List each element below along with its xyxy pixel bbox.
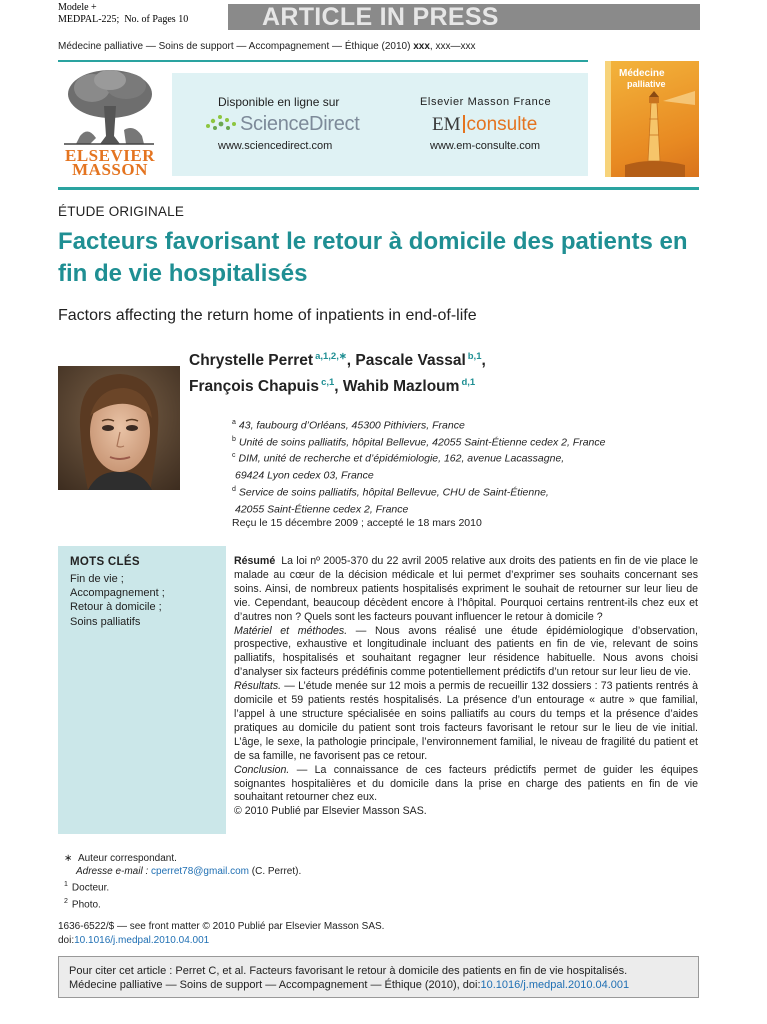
- affiliation-item: $^a$ 43, faubourg d’Orléans, 45300 Pithiviers, France: [232, 419, 465, 432]
- affiliation-item: 69424 Lyon cedex 03, France: [235, 469, 374, 482]
- footnote-1: $^1$ Docteur.: [64, 881, 110, 894]
- journal-citation-line: Médecine palliative — Soins de support — Accompagnement — Éthique (2010) xxx, xxx—xxx: [58, 41, 476, 52]
- keyword-item: Fin de vie ;: [70, 573, 124, 585]
- article-in-press-label: ARTICLE IN PRESS: [262, 3, 499, 31]
- cover-title: Médecine palliative: [619, 68, 666, 89]
- author-list: Chrystelle Perret $^{a,1,2,∗}$, Pascale Vassal $^{b,1}$, François Chapuis $^{c,1}$, Wahib Mazloum $^{d,1}$: [189, 351, 486, 396]
- affiliation-item: $^c$ DIM, unité de recherche et d’épidémiologie, 162, avenue Lacassagne,: [232, 452, 565, 465]
- corresponding-author-note: ∗ Auteur correspondant.: [64, 853, 177, 864]
- em-publisher-label: Elsevier Masson France: [420, 96, 552, 108]
- author-affiliation-marks[interactable]: d,1: [461, 377, 476, 389]
- footnote-2: $^2$ Photo.: [64, 897, 101, 911]
- author-affiliation-marks[interactable]: c,1: [321, 377, 335, 389]
- online-availability-label: Disponible en ligne sur: [218, 95, 340, 109]
- abstract-copyright: © 2010 Publié par Elsevier Masson SAS.: [234, 805, 427, 818]
- affiliation-item: $^b$ Unité de soins palliatifs, hôpital Bellevue, 42055 Saint-Étienne cedex 2, France: [232, 435, 606, 449]
- author-name: François Chapuis: [189, 378, 320, 396]
- article-subtitle: Factors affecting the return home of inpatients in end-of-life: [58, 307, 477, 324]
- article-ref: MEDPAL-225;: [58, 14, 120, 25]
- citation-doi-link[interactable]: 10.1016/j.medpal.2010.04.001: [480, 978, 630, 991]
- affiliation-list: [232, 416, 702, 516]
- elsevier-masson-wordmark: ELSEVIER MASSON: [65, 146, 155, 179]
- modele-label: Modele +: [58, 2, 97, 13]
- keyword-item: Soins palliatifs: [70, 615, 141, 628]
- citation-box: [58, 956, 699, 998]
- abstract-resume: Résumé La loi nº 2005-370 du 22 avril 2005 relative aux droits des patients en fin de vie place le malade au cœur de la décision médicale et lui permet d’exprimer ses souhaits concernant ses soins. Ainsi, de nombreux patients hospitalisés expriment le souhait de retourner sur leur lieu de vie. Cependant, beaucoup décèdent encore à l’hôpital. Pourquoi certains rentrent-ils chez eux et d’autres non ? Quels sont les facteurs pouvant influencer le retour à domicile ?: [234, 555, 698, 623]
- main-divider: [58, 187, 699, 190]
- abstract-results: Résultats. — L’étude menée sur 12 mois a permis de recueillir 132 dossiers : 73 patients rentrés à domicile et 59 patients restés hospitalisés. La présence d’un entourage « autre » que familial, l’appel à une structure spécialisée en soins palliatifs au cours du temps et la présence d’aides pratiques au domicile du patient sont trois facteurs favorisant le retour sur le lieu de vie initial. L’âge, le sexe, la pathologie principale, l’environnement familial, le niveau de fragilité du patient et de sa famille, ne favorisent pas ce retour.: [234, 680, 698, 762]
- keywords-title: MOTS CLÉS: [70, 556, 140, 568]
- author-email-link[interactable]: cperret78@gmail.com: [151, 866, 249, 878]
- citation-line-1: Pour citer cet article : Perret C, et al. Facteurs favorisant le retour à domicile des patients en fin de vie hospitalisés.: [69, 965, 628, 977]
- journal-cover: [605, 61, 699, 177]
- em-consulte-link[interactable]: www.em-consulte.com: [430, 140, 541, 152]
- citation-line-2: Médecine palliative — Soins de support — Accompagnement — Éthique (2010), doi:10.1016/j.medpal.2010.04.001: [69, 978, 630, 991]
- article-in-press-banner: [228, 4, 700, 30]
- section-label: ÉTUDE ORIGINALE: [58, 204, 185, 219]
- keywords-list: [70, 572, 165, 629]
- elsevier-tree-logo: [60, 66, 158, 146]
- sciencedirect-link[interactable]: www.sciencedirect.com: [218, 140, 333, 152]
- keyword-item: Retour à domicile ;: [70, 601, 162, 614]
- issn-info: 1636-6522/$ — see front matter © 2010 Publié par Elsevier Masson SAS. doi:10.1016/j.medpal.2010.04.001: [58, 921, 385, 946]
- keyword-item: Accompagnement ;: [70, 587, 165, 600]
- author-name: Wahib Mazloum: [342, 378, 460, 396]
- abstract-methods: Matériel et méthodes. — Nous avons réalisé une étude épidémiologique d’observation, prospective, exhaustive et longitudinale incluant des patients en fin de vie, relevant de soins palliatifs, hospitalisés et souhaitant regagner leur résidence habituelle. Nous avons choisi d’analyser six facteurs prédéfinis comme potentiellement prédictifs d’un retour sur leur lieu de vie.: [234, 624, 698, 679]
- footnotes: [64, 852, 301, 911]
- received-dates: Reçu le 15 décembre 2009 ; accepté le 18 mars 2010: [232, 517, 482, 529]
- abstract-conclusion: Conclusion. — La connaissance de ces facteurs prédictifs permet de guider les équipes soignantes hospitalières et du domicile dans la prise en charge des patients en fin de vie souhaitant retourner chez eux.: [234, 763, 698, 804]
- author-portrait: [58, 366, 180, 490]
- doi-link[interactable]: 10.1016/j.medpal.2010.04.001: [74, 934, 210, 946]
- header-divider: [58, 60, 588, 62]
- em-consulte-logo: EM consulte: [432, 114, 538, 135]
- author-name: Pascale Vassal: [355, 352, 466, 370]
- author-affiliation-marks[interactable]: b,1: [467, 351, 482, 362]
- sciencedirect-leaf-icon: [204, 112, 240, 134]
- author-name: Chrystelle Perret: [189, 352, 314, 370]
- sciencedirect-wordmark: ScienceDirect: [240, 113, 360, 135]
- email-note: Adresse e-mail : cperret78@gmail.com (C. Perret).: [76, 866, 302, 878]
- page-count: No. of Pages 10: [124, 14, 189, 25]
- journal-pages: xxx—xxx: [435, 41, 476, 52]
- affiliation-item: 42055 Saint-Étienne cedex 2, France: [235, 503, 409, 516]
- abstract: [234, 555, 698, 819]
- article-title: Facteurs favorisant le retour à domicile des patients en fin de vie hospitalisés: [58, 228, 688, 287]
- journal-volume: xxx: [413, 41, 430, 52]
- author-affiliation-marks[interactable]: a,1,2,∗: [315, 351, 347, 362]
- proof-banner-info: [58, 2, 188, 26]
- affiliation-item: $^d$ Service de soins palliatifs, hôpital Bellevue, CHU de Saint-Étienne,: [232, 485, 549, 499]
